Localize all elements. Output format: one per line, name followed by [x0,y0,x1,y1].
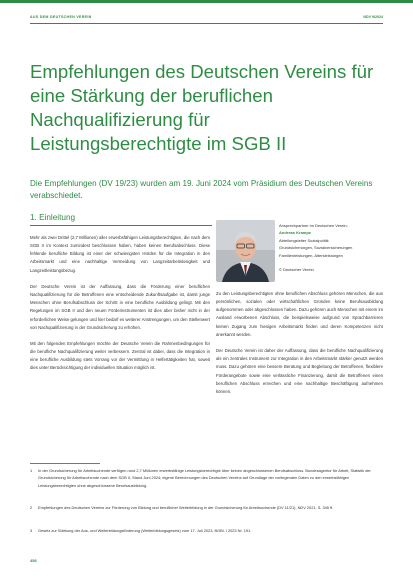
top-accent-bar [0,0,413,3]
section-heading-rule [30,225,212,226]
running-header-section: AUS DEM DEUTSCHEN VEREIN [30,15,92,19]
right-column [216,290,383,456]
section-heading: 1. Einleitung [30,213,76,222]
left-column [30,234,210,456]
caption-credit: © Deutscher Verein [279,267,314,273]
body-paragraph: Der Deutsche Verein ist der Auffassung, dass die Förderung einer beruflichen Nachqualifizierung für die Betroffenen eine entscheidende Zukunftsaufgabe ist, damit junge Menschen ohne Berufsabschluss der Schritt in eine berufliche Ausbildung gelingt. Mit den Regelungen im SGB II und den neuen Förderinstrumenten ist dies aber bisher nicht in der erforderlichen Weise gelungen und hier bedarf es weiterer Anstrengungen, um den Stellenwert von Nachqualifizierung in der Grundsicherung zu erhöhen. [30,283,210,330]
article-title: Empfehlungen des Deutschen Vereins für eine Stärkung der beruflichen Nachqualifizierung für Leistungsberechtigte im SGB II [30,61,374,154]
body-paragraph: Mehr als zwei Drittel (2,7 Millionen) aller erwerbsfähigen Leistungsberechtigten, die nach dem SGB II im Kontext zumindest beschlossen haben, haben keinen Berufsabschluss. Diese fehlende berufliche Bildung ist einer der schwierigsten Hürden für die Integration in den Arbeitsmarkt und eine nachhaltige Vermeidung von Langzeitarbeitslosigkeit und Langzeitleistungsbezug. [30,235,210,273]
footnote-text: In der Grundsicherung für Arbeitsuchende verfügen rund 2,7 Millionen erwerbsfähige Leistungsberechtigte über keinen abgeschlossenen Berufsabschluss. Bundesagentur für Arbeit, Statistik der Grundsicherung für Arbeitsuchende nach dem SGB II, Stand Juni 2024; eigene Berechnungen des Deutschen Vereins auf Grundlage der vorliegenden Daten zu den erwerbsfähigen Leistungsberechtigten ohne abgeschlossene Berufsausbildung. [38,468,371,488]
caption-line: Familienleistungen, Altersleistungen [279,252,343,258]
caption-line: Grundsicherungen, Sozialversicherungen [279,245,353,251]
caption-label: Ansprechpartner im Deutschen Verein: [279,223,348,228]
author-photo [216,220,275,282]
body-paragraph: Mit den folgenden Empfehlungen möchte der Deutsche Verein die Rahmenbedingungen für die berufliche Nachqualifizierung weiter verbessern. Zentral ist dabei, dass die Integration in eine berufliche Ausbildung stets Vorrang vor der Vermittlung in Helfertätigkeiten hat, soweit dies unter Berücksichtigung der individuellen Situation möglich ist. [30,341,210,371]
footnote [30,527,382,534]
header-divider [30,23,383,24]
footnote-number: 1 [30,468,33,473]
footnote-text: Empfehlungen des Deutschen Vereins zur Förderung von Bildung und beruflicher Weiterbildung in der Grundsicherung für Arbeitsuchende (DV 11/21), NDV 2021, S. 345 ff. [38,505,334,510]
caption-line: Abteilungsleiter Sozialpolitik [279,237,329,243]
photo-caption [279,222,389,273]
footnote-text: Gesetz zur Stärkung der Aus- und Weiterbildungsförderung (Weiterbildungsgesetz) vom 17. Juli 2023, BGBl. I 2023 Nr. 191. [38,528,252,533]
footnote [30,467,382,489]
footnote-number: 3 [30,528,33,533]
portrait-image [216,220,275,282]
footnote [30,504,382,511]
article-subtitle: Die Empfehlungen (DV 19/23) wurden am 19. Juni 2024 vom Präsidium des Deutschen Vereins verabschiedet. [30,179,373,200]
page-number: 456 [30,558,37,563]
body-paragraph: Der Deutsche Verein ist daher der Auffassung, dass die berufliche Nachqualifizierung als ein zentrales Instrument zur Integration in den Arbeitsmarkt stärker genutzt werden muss. Dazu gehören eine bessere Beratung und Begleitung der Betroffenen, flexiblere Förderangebote sowie eine verlässliche Finanzierung, damit die Betroffenen einen beruflichen Abschluss erreichen und eine nachhaltige Beschäftigung aufnehmen können. [216,348,383,394]
footnote-rule [30,463,100,464]
running-header-issue: NDV 9/2024 [363,15,383,19]
footnote-number: 2 [30,505,33,510]
caption-author: Andreas Krampe [279,230,312,236]
body-paragraph: Zu den Leistungsberechtigten ohne beruflichen Abschluss gehören Menschen, die aus persönlichen, sozialen oder wirtschaftlichen Gründen keine Berufsausbildung aufgenommen oder abgeschlossen haben. Dazu gehören auch Menschen mit einem im Ausland erworbenen Abschluss, die beispielsweise aufgrund von Sprachbarrieren keinen Zugang zum hiesigen Arbeitsmarkt finden und deren Kompetenzen nicht anerkannt werden. [216,291,383,337]
